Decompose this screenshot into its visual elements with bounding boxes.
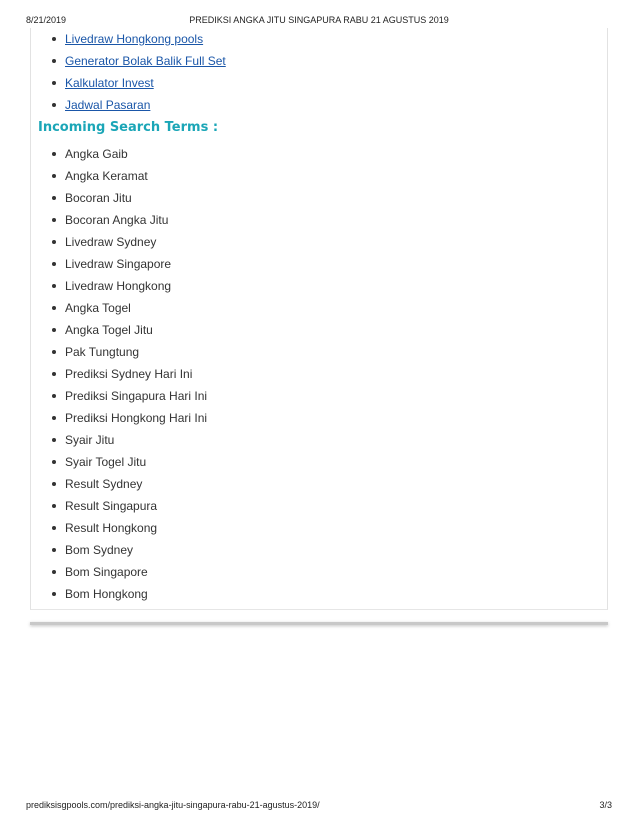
list-item: Result Singapura bbox=[31, 495, 207, 517]
list-item bbox=[31, 72, 226, 94]
link-livedraw-hongkong-pools[interactable]: Livedraw Hongkong pools bbox=[65, 32, 204, 46]
list-item: Prediksi Sydney Hari Ini bbox=[31, 363, 207, 385]
list-item: Livedraw Singapore bbox=[31, 253, 207, 275]
link-generator-bolak-balik[interactable]: Generator Bolak Balik Full Set bbox=[65, 54, 226, 68]
list-item: Syair Togel Jitu bbox=[31, 451, 207, 473]
link-kalkulator-invest[interactable]: Kalkulator Invest bbox=[65, 76, 154, 90]
list-item: Prediksi Hongkong Hari Ini bbox=[31, 407, 207, 429]
section-divider bbox=[30, 622, 608, 625]
search-terms-list bbox=[31, 143, 207, 605]
list-item: Livedraw Hongkong bbox=[31, 275, 207, 297]
list-item: Syair Jitu bbox=[31, 429, 207, 451]
page-url: prediksisgpools.com/prediksi-angka-jitu-singapura-rabu-21-agustus-2019/ bbox=[26, 800, 320, 810]
list-item: Prediksi Singapura Hari Ini bbox=[31, 385, 207, 407]
list-item bbox=[31, 28, 226, 50]
list-item: Angka Gaib bbox=[31, 143, 207, 165]
list-item: Result Hongkong bbox=[31, 517, 207, 539]
list-item: Livedraw Sydney bbox=[31, 231, 207, 253]
list-item: Angka Togel bbox=[31, 297, 207, 319]
page-number: 3/3 bbox=[599, 800, 612, 810]
list-item: Bom Sydney bbox=[31, 539, 207, 561]
list-item: Pak Tungtung bbox=[31, 341, 207, 363]
link-jadwal-pasaran[interactable]: Jadwal Pasaran bbox=[65, 98, 151, 112]
list-item: Angka Togel Jitu bbox=[31, 319, 207, 341]
list-item: Bom Singapore bbox=[31, 561, 207, 583]
list-item bbox=[31, 94, 226, 116]
page-title: PREDIKSI ANGKA JITU SINGAPURA RABU 21 AGUSTUS 2019 bbox=[189, 15, 449, 25]
list-item: Bom Hongkong bbox=[31, 583, 207, 605]
content-box bbox=[30, 28, 608, 610]
print-header bbox=[26, 15, 612, 27]
search-terms-heading: Incoming Search Terms : bbox=[38, 120, 219, 135]
list-item: Result Sydney bbox=[31, 473, 207, 495]
print-footer bbox=[26, 800, 612, 812]
list-item bbox=[31, 50, 226, 72]
list-item: Angka Keramat bbox=[31, 165, 207, 187]
related-links-list bbox=[31, 28, 226, 116]
print-date: 8/21/2019 bbox=[26, 15, 67, 25]
list-item: Bocoran Jitu bbox=[31, 187, 207, 209]
list-item: Bocoran Angka Jitu bbox=[31, 209, 207, 231]
